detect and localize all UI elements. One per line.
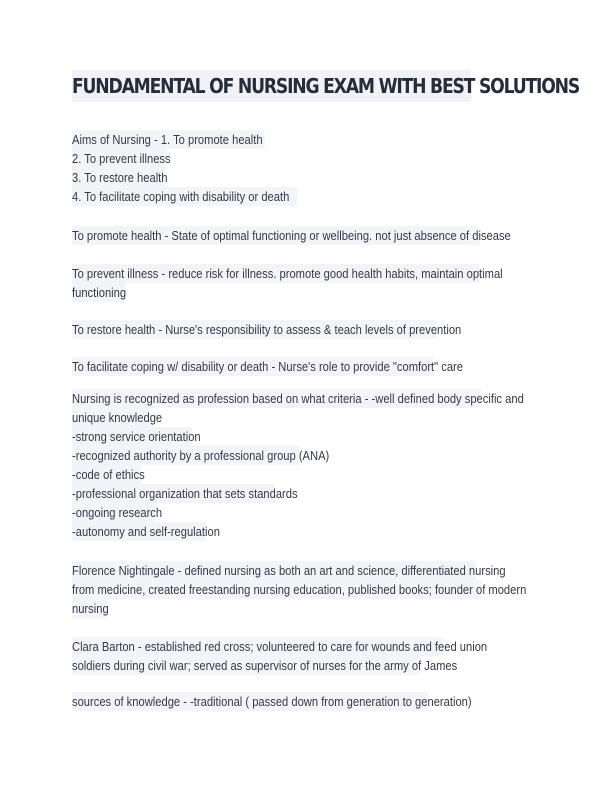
entry-line: -recognized authority by a professional group (ANA) xyxy=(72,448,330,463)
entry-line: Florence Nightingale - defined nursing as both an art and science, differentiated nursing xyxy=(72,563,506,578)
entry-florence-nightingale xyxy=(72,561,548,618)
entry-line: 4. To facilitate coping with disability or death xyxy=(72,187,297,206)
entry-nursing-profession-criteria xyxy=(72,389,548,541)
entry-line: nursing xyxy=(72,601,109,616)
entry-line: sources of knowledge - -traditional ( passed down from generation to generation) xyxy=(72,694,472,709)
entry-clara-barton xyxy=(72,637,548,675)
entry-line: unique knowledge xyxy=(72,410,163,425)
entry-line: 3. To restore health xyxy=(72,170,168,185)
entry-line: -ongoing research xyxy=(72,505,163,520)
entry-prevent-illness xyxy=(72,264,548,302)
entry-line: -strong service orientation xyxy=(72,429,201,444)
entry-line: soldiers during civil war; served as supervisor of nurses for the army of James xyxy=(72,658,458,673)
entry-sources-of-knowledge xyxy=(72,692,548,711)
entry-line: To restore health - Nurse's responsibility to assess & teach levels of prevention xyxy=(72,322,462,337)
entry-line: from medicine, created freestanding nursing education, published books; founder of modern xyxy=(72,582,527,597)
entry-line: To facilitate coping w/ disability or death - Nurse's role to provide "comfort" care xyxy=(72,359,463,374)
entry-line: Clara Barton - established red cross; volunteered to care for wounds and feed union xyxy=(72,639,488,654)
entry-line: -autonomy and self-regulation xyxy=(72,524,220,539)
entry-facilitate-coping xyxy=(72,357,548,376)
entry-line: Aims of Nursing - 1. To promote health xyxy=(72,130,265,149)
document-title: FUNDAMENTAL OF NURSING EXAM WITH BEST SOLUTIONS xyxy=(72,70,471,102)
entry-line: functioning xyxy=(72,285,127,300)
entry-line: To promote health - State of optimal functioning or wellbeing. not just absence of disease xyxy=(72,228,511,243)
entry-aims-of-nursing xyxy=(72,130,548,206)
entry-line: -code of ethics xyxy=(72,467,145,482)
entry-restore-health xyxy=(72,320,548,339)
entry-line: Nursing is recognized as profession based on what criteria - -well defined body specific and xyxy=(72,391,524,406)
entry-line: -professional organization that sets standards xyxy=(72,486,298,501)
entry-line: To prevent illness - reduce risk for illness. promote good health habits, maintain optimal xyxy=(72,266,503,281)
entry-line: 2. To prevent illness xyxy=(72,151,171,166)
entry-promote-health xyxy=(72,226,548,245)
